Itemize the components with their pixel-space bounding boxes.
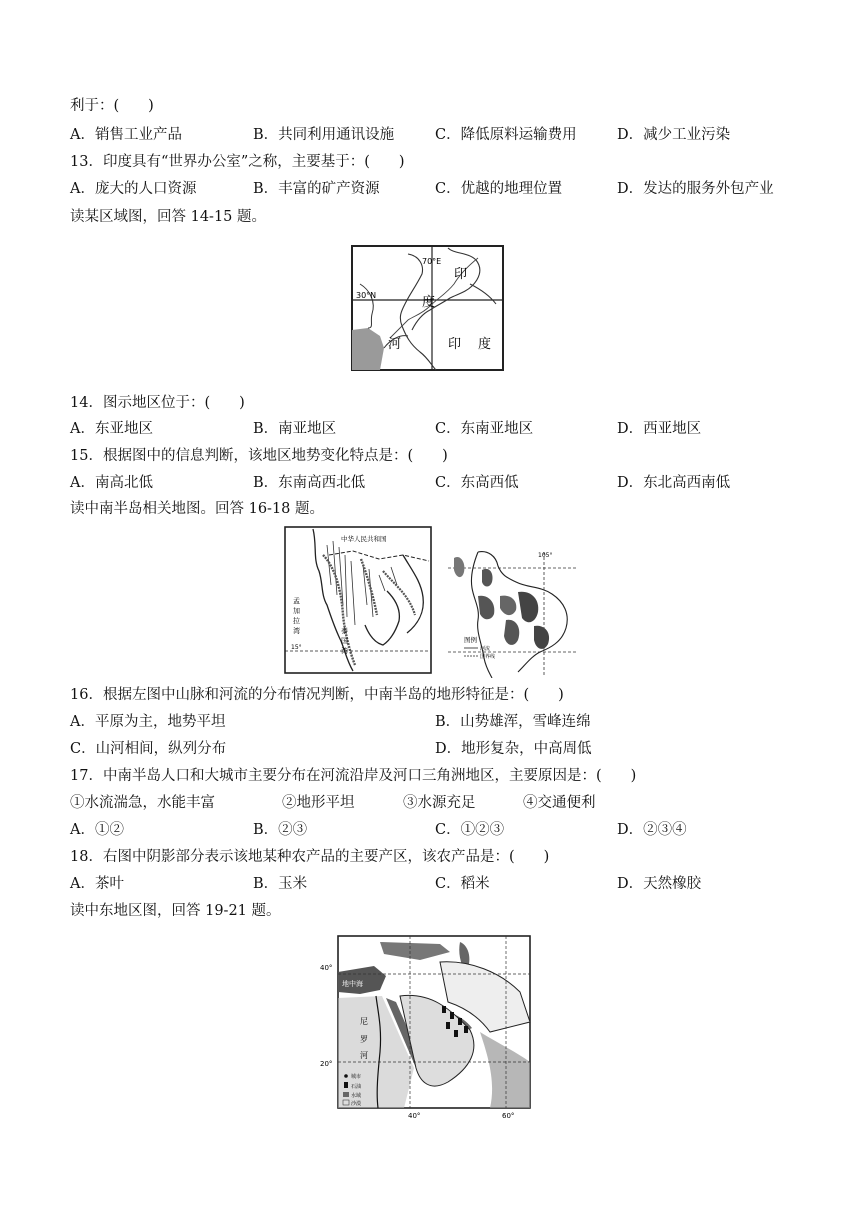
q14-stem: 14．图示地区位于：( ) (70, 395, 245, 411)
q13-option-b[interactable]: B．丰富的矿产资源 (253, 181, 380, 197)
q16-option-b[interactable]: B．山势雄浑，雪峰连绵 (435, 714, 591, 730)
lon-60-label: 60° (502, 1112, 515, 1120)
legend-border: 国界线 (480, 654, 496, 660)
production-area (504, 620, 519, 645)
q17-option-b[interactable]: B．②③ (253, 822, 308, 838)
nile-char-3: 河 (360, 1051, 368, 1060)
legend-desert: 沙漠 (351, 1101, 362, 1107)
q12-option-a[interactable]: A．销售工业产品 (70, 127, 182, 143)
production-area (534, 626, 549, 649)
q17-option-d[interactable]: D．②③④ (617, 822, 687, 838)
q18-option-d[interactable]: D．天然橡胶 (617, 876, 702, 892)
legend-title: 图例 (464, 636, 477, 644)
q14-option-c[interactable]: C．东南亚地区 (435, 421, 534, 437)
q17-option-a[interactable]: A．①② (70, 822, 124, 838)
q15-option-d[interactable]: D．东北高西南低 (617, 475, 731, 491)
production-area (500, 596, 516, 615)
intro-19-21: 读中东地区图，回答 19-21 题。 (70, 903, 281, 919)
nile-char-2: 罗 (360, 1035, 368, 1044)
china-label: 中华人民共和国 (341, 535, 387, 543)
legend-river: 河流 (480, 646, 491, 652)
indochina-agriculture-map (448, 548, 588, 678)
map1-char-1: 印 (454, 267, 468, 282)
q17-factor-3: ③水源充足 (403, 795, 476, 811)
intro-16-18: 读中南半岛相关地图。回答 16-18 题。 (70, 501, 325, 517)
gulf-char-1: 泰 (341, 627, 348, 635)
lat-30n-label: 30°N (356, 291, 377, 300)
q15-option-b[interactable]: B．东南高西北低 (253, 475, 366, 491)
q12-option-d[interactable]: D．减少工业污染 (617, 127, 731, 143)
q14-option-b[interactable]: B．南亚地区 (253, 421, 337, 437)
lat-15-label: 15° (291, 644, 302, 651)
lon-70e-label: 70°E (422, 257, 442, 266)
q14-option-d[interactable]: D．西亚地区 (617, 421, 702, 437)
lat-20-label: 20° (320, 1060, 333, 1068)
bay-char-2: 加 (293, 607, 300, 615)
lat-40-label: 40° (320, 964, 333, 972)
q15-stem: 15．根据图中的信息判断，该地区地势变化特点是：( ) (70, 448, 448, 464)
q15-option-a[interactable]: A．南高北低 (70, 475, 153, 491)
middle-east-map (320, 932, 535, 1120)
lon-105-label: 105° (538, 552, 553, 559)
q12-option-c[interactable]: C．降低原料运输费用 (435, 127, 577, 143)
map1-char-5: 度 (478, 337, 492, 352)
production-area (518, 592, 538, 623)
q17-factor-1: ①水流湍急，水能丰富 (70, 795, 215, 811)
legend-water: 水域 (351, 1093, 362, 1099)
q13-option-c[interactable]: C．优越的地理位置 (435, 181, 563, 197)
q16-option-a[interactable]: A．平原为主，地势平坦 (70, 714, 226, 730)
q13-stem: 13．印度具有“世界办公室”之称，主要基于：( ) (70, 154, 405, 170)
q15-option-c[interactable]: C．东高西低 (435, 475, 519, 491)
bay-char-1: 孟 (293, 597, 300, 605)
map1-char-2: 度 (422, 295, 436, 310)
q14-option-a[interactable]: A．东亚地区 (70, 421, 153, 437)
q17-factor-4: ④交通便利 (523, 795, 596, 811)
gulf-char-2: 国 (341, 637, 348, 645)
legend-city: 城市 (351, 1074, 362, 1080)
intro-14-15: 读某区域图，回答 14-15 题。 (70, 209, 267, 225)
production-area (454, 557, 464, 577)
mediterranean-label: 地中海 (342, 980, 363, 988)
indochina-terrain-map (283, 525, 433, 675)
map1-char-3: 河 (388, 337, 402, 352)
bay-char-3: 拉 (293, 617, 300, 625)
q18-option-c[interactable]: C．稻米 (435, 876, 490, 892)
q13-option-d[interactable]: D．发达的服务外包产业 (617, 181, 774, 197)
bay-char-4: 湾 (293, 627, 300, 635)
q18-option-a[interactable]: A．茶叶 (70, 876, 124, 892)
q17-stem: 17．中南半岛人口和大城市主要分布在河流沿岸及河口三角洲地区，主要原因是：( ) (70, 768, 637, 784)
legend-oil: 石油 (351, 1084, 362, 1090)
nile-char-1: 尼 (360, 1017, 368, 1026)
q12-option-b[interactable]: B．共同利用通讯设施 (253, 127, 395, 143)
q16-option-d[interactable]: D．地形复杂，中高周低 (435, 741, 592, 757)
q18-stem: 18．右图中阴影部分表示该地某种农产品的主要产区，该农产品是：( ) (70, 849, 550, 865)
q16-stem: 16．根据左图中山脉和河流的分布情况判断，中南半岛的地形特征是：( ) (70, 687, 564, 703)
q12-stem-tail: 利于：( ) (70, 98, 154, 114)
gulf-char-3: 湾 (341, 647, 348, 655)
q17-factor-2: ②地形平坦 (282, 795, 355, 811)
indus-region-map (350, 244, 505, 372)
q16-option-c[interactable]: C．山河相间，纵列分布 (70, 741, 227, 757)
q13-option-a[interactable]: A．庞大的人口资源 (70, 181, 197, 197)
lon-40-label: 40° (408, 1112, 421, 1120)
production-area (482, 569, 493, 587)
q18-option-b[interactable]: B．玉米 (253, 876, 308, 892)
q17-option-c[interactable]: C．①②③ (435, 822, 505, 838)
production-area (478, 596, 494, 620)
map1-char-4: 印 (448, 337, 462, 352)
